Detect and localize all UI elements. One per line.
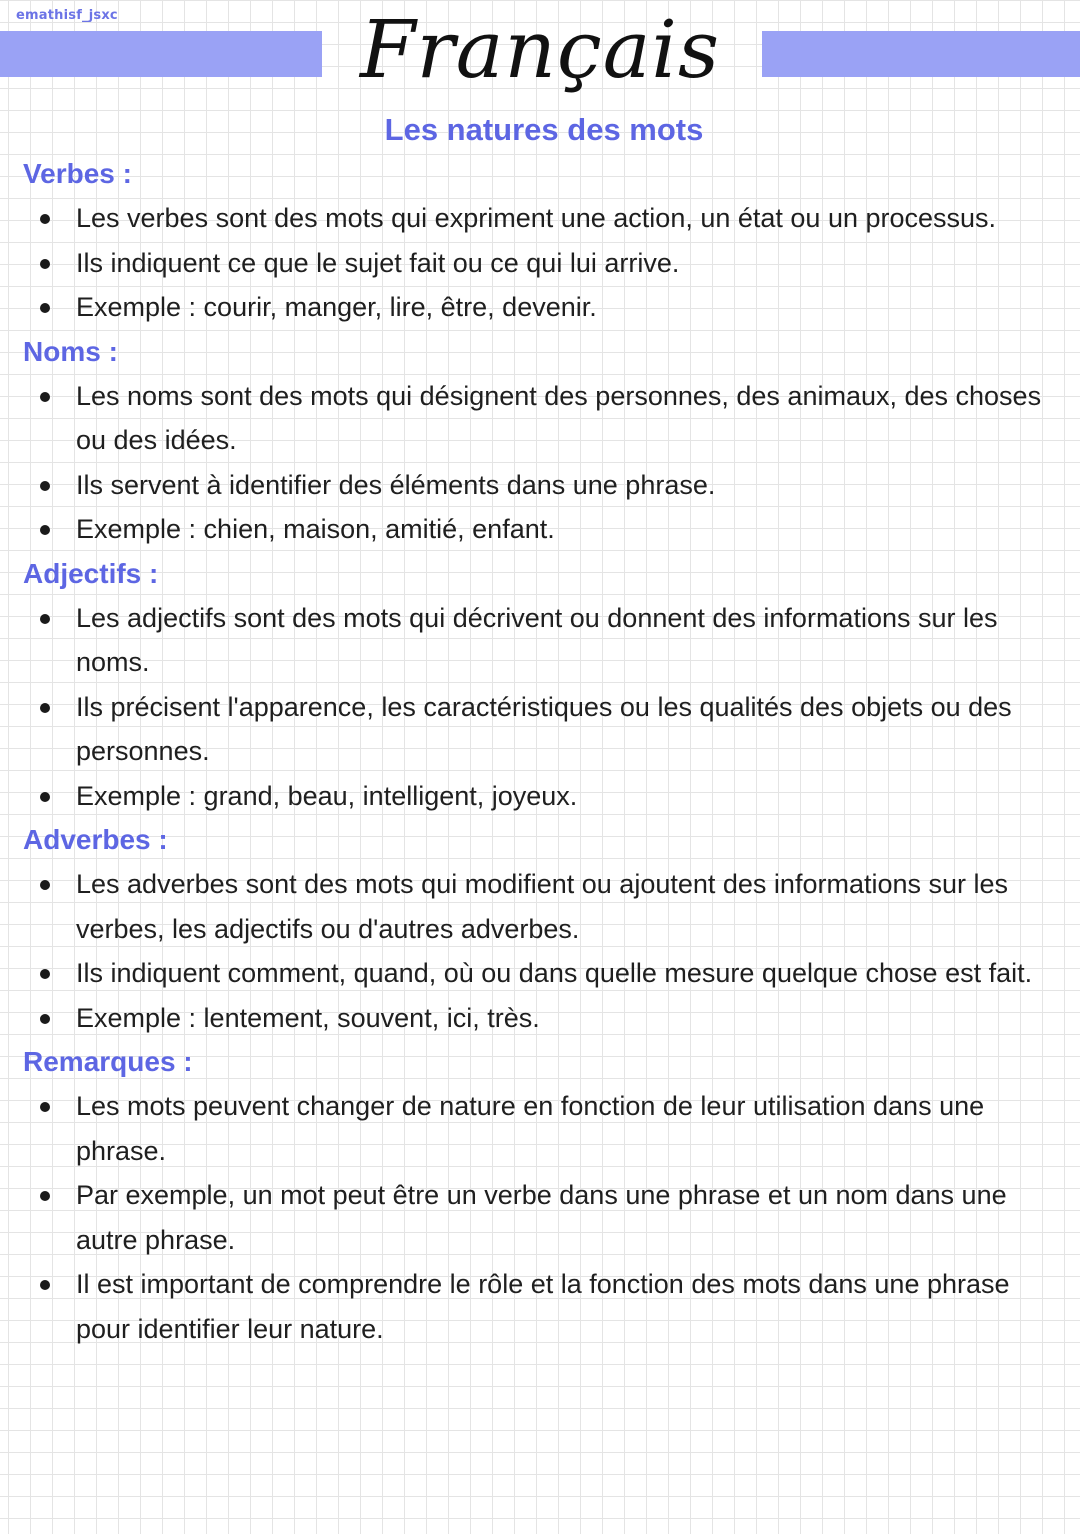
bullet-icon (40, 481, 50, 491)
list-item (0, 1262, 1080, 1351)
item-list (0, 196, 1080, 330)
item-text: Exemple : grand, beau, intelligent, joyeux. (76, 780, 578, 811)
item-text: Ils indiquent ce que le sujet fait ou ce qui lui arrive. (76, 247, 680, 278)
item-text: Il est important de comprendre le rôle et la fonction des mots dans une phrase pour identifier leur nature. (76, 1269, 1010, 1344)
item-text: Exemple : courir, manger, lire, être, devenir. (76, 292, 597, 322)
item-list (0, 862, 1080, 1040)
section-title: Noms : (23, 335, 118, 367)
list-item (0, 951, 1080, 996)
item-text: Ils précisent l'apparence, les caractéristiques ou les qualités des objets ou des personnes. (76, 691, 1012, 766)
section-noms (0, 330, 1080, 552)
list-item (0, 1084, 1080, 1173)
bullet-icon (40, 969, 50, 979)
bullet-icon (40, 214, 50, 224)
page-subtitle: Les natures des mots (384, 112, 704, 147)
bullet-icon (40, 880, 50, 890)
section-adjectifs (0, 552, 1080, 819)
list-item (0, 862, 1080, 951)
notes-content (0, 152, 1080, 1351)
bullet-icon (40, 703, 50, 713)
item-text: Les adjectifs sont des mots qui décrivent ou donnent des informations sur les noms. (76, 602, 998, 677)
bullet-icon (40, 1280, 50, 1290)
list-item (0, 507, 1080, 552)
item-text: Les mots peuvent changer de nature en fonction de leur utilisation dans une phrase. (76, 1091, 985, 1166)
list-item (0, 463, 1080, 508)
list-item (0, 196, 1080, 241)
list-item (0, 1173, 1080, 1262)
item-list (0, 596, 1080, 819)
list-item (0, 285, 1080, 330)
section-title: Verbes : (23, 158, 132, 189)
section-remarques (0, 1040, 1080, 1351)
section-title: Adjectifs : (23, 557, 159, 589)
section-adverbes (0, 818, 1080, 1040)
list-item (0, 685, 1080, 774)
bullet-icon (40, 1191, 50, 1201)
item-text: Exemple : lentement, souvent, ici, très. (76, 1002, 540, 1033)
bullet-icon (40, 392, 50, 402)
bullet-icon (40, 1014, 50, 1024)
list-item (0, 241, 1080, 286)
section-verbes (0, 152, 1080, 330)
bullet-icon (40, 259, 50, 269)
author-watermark: emathisf_jsxc (16, 8, 118, 23)
section-title: Remarques : (23, 1046, 193, 1077)
item-text: Ils servent à identifier des éléments dans une phrase. (76, 469, 716, 500)
bullet-icon (40, 303, 50, 313)
bullet-icon (40, 614, 50, 624)
item-text: Par exemple, un mot peut être un verbe dans une phrase et un nom dans une autre phrase. (76, 1180, 1007, 1255)
bullet-icon (40, 1102, 50, 1112)
list-item (0, 374, 1080, 463)
list-item (0, 774, 1080, 819)
item-text: Les noms sont des mots qui désignent des personnes, des animaux, des choses ou des idées. (76, 380, 1042, 455)
item-list (0, 374, 1080, 552)
bullet-icon (40, 525, 50, 535)
item-text: Ils indiquent comment, quand, où ou dans quelle mesure quelque chose est fait. (76, 958, 1033, 988)
bullet-icon (40, 792, 50, 802)
list-item (0, 596, 1080, 685)
page-title: Français (359, 3, 721, 96)
section-title: Adverbes : (23, 824, 168, 855)
list-item (0, 996, 1080, 1041)
item-text: Les verbes sont des mots qui expriment une action, un état ou un processus. (76, 203, 997, 233)
item-text: Les adverbes sont des mots qui modifient ou ajoutent des informations sur les verbes, les adjectifs ou d'autres adverbes. (76, 869, 1009, 944)
item-list (0, 1084, 1080, 1351)
item-text: Exemple : chien, maison, amitié, enfant. (76, 514, 555, 544)
